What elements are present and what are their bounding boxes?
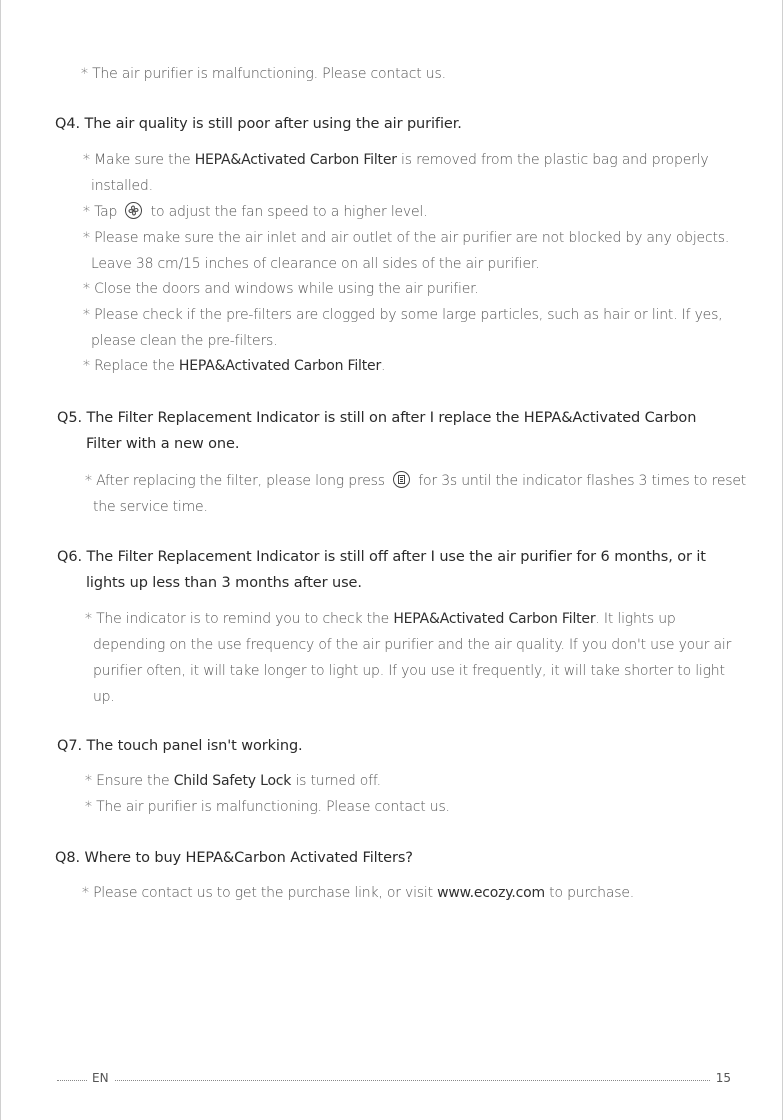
page-number: 15 [715,1071,731,1085]
text: The indicator is to remind you to check the [96,611,394,627]
text: Replace the [94,358,179,374]
q4-bullet-filter-installed: * Make sure the HEPA&Activated Carbon Filter is removed from the plastic bag and properly installed. [83,152,709,194]
bullet-star: * [81,66,88,82]
q5-heading-line1: Q5. The Filter Replacement Indicator is still on after I replace the HEPA&Activated Carbon [57,410,697,426]
bullet-text: The air purifier is malfunctioning. Please contact us. [92,66,446,82]
filter-name: HEPA&Activated Carbon Filter [393,611,596,627]
text: Close the doors and windows while using the air purifier. [94,281,479,297]
text: to adjust the fan speed to a higher level. [146,204,428,220]
q7-bullet-malfunction: * The air purifier is malfunctioning. Please contact us. [85,799,450,815]
text: . It lights up depending on the use frequency of the air purifier and the air quality. If you don't use your air purifier often, it will take longer to light up. If you use it frequently, it will take shorter to light up. [93,611,732,705]
text: is turned off. [291,773,381,789]
q4-bullet-inlet-outlet: * Please make sure the air inlet and air outlet of the air purifier are not blocked by any objects. Leave 38 cm/15 inches of clearance on all sides of the air purifier. [83,230,730,272]
text: Please contact us to get the purchase link, or visit [93,885,438,901]
q6-heading-line1: Q6. The Filter Replacement Indicator is still off after I use the air purifier for 6 months, or it [57,549,706,565]
page-footer [57,1070,731,1088]
q6-bullet-indicator: * The indicator is to remind you to check the HEPA&Activated Carbon Filter. It lights up depending on the use frequency of the air purifier and the air quality. If you don't use your air purifier often, it will take longer to light up. If you use it frequently, it will take shorter to light up. [85,611,732,705]
q4-heading: Q4. The air quality is still poor after using the air purifier. [55,116,462,132]
q6-heading [57,544,757,596]
text: Make sure the [94,152,195,168]
bullet-malfunction-top [81,61,749,87]
filter-name: HEPA&Activated Carbon Filter [194,152,397,168]
text: to purchase. [544,885,634,901]
text: Please make sure the air inlet and air outlet of the air purifier are not blocked by any objects. Leave 38 cm/15 inches of clearance on all sides of the air purifier. [91,230,730,272]
text: The air purifier is malfunctioning. Please contact us. [96,799,450,815]
text: Please check if the pre-filters are clogged by some large particles, such as hair or lint. If yes, please clean the pre-filters. [91,307,723,349]
text: is removed from the plastic bag and properly installed. [91,152,709,194]
q7-heading: Q7. The touch panel isn't working. [57,738,303,754]
q6-heading-line2: lights up less than 3 months after use. [86,575,362,591]
footer-language: EN [92,1071,109,1085]
text: . [381,358,386,374]
q7-bullet-child-lock: * Ensure the Child Safety Lock is turned off. [85,773,381,789]
child-safety-lock: Child Safety Lock [173,773,292,789]
text: Tap [94,204,122,220]
website-link[interactable]: www.ecozy.com [437,885,545,901]
filter-reset-icon [393,471,410,488]
q8-heading: Q8. Where to buy HEPA&Carbon Activated Filters? [55,850,413,866]
q4-bullet-replace-filter: * Replace the HEPA&Activated Carbon Filter. [83,358,386,374]
text: for 3s until the indicator flashes 3 times to reset the service time. [93,473,747,515]
text: Ensure the [96,773,174,789]
text: After replacing the filter, please long press [96,473,390,489]
fan-speed-icon [125,202,142,219]
filter-name: HEPA&Activated Carbon Filter [178,358,382,374]
q5-heading [57,405,757,457]
q8-bullet-purchase: * Please contact us to get the purchase link, or visit www.ecozy.com to purchase. [82,885,634,901]
q5-heading-line2: Filter with a new one. [86,436,240,452]
q5-bullet-reset: * After replacing the filter, please long press for 3s until the indicator flashes 3 times to reset the service time. [85,473,747,515]
q4-bullet-prefilters: * Please check if the pre-filters are clogged by some large particles, such as hair or lint. If yes, please clean the pre-filters. [83,307,723,349]
q4-bullet-fan-speed: * Tap to adjust the fan speed to a higher level. [83,204,428,220]
footer-dots-right [115,1080,710,1081]
footer-dots-left [57,1080,87,1081]
q4-bullet-doors-windows: * Close the doors and windows while using the air purifier. [83,281,479,297]
